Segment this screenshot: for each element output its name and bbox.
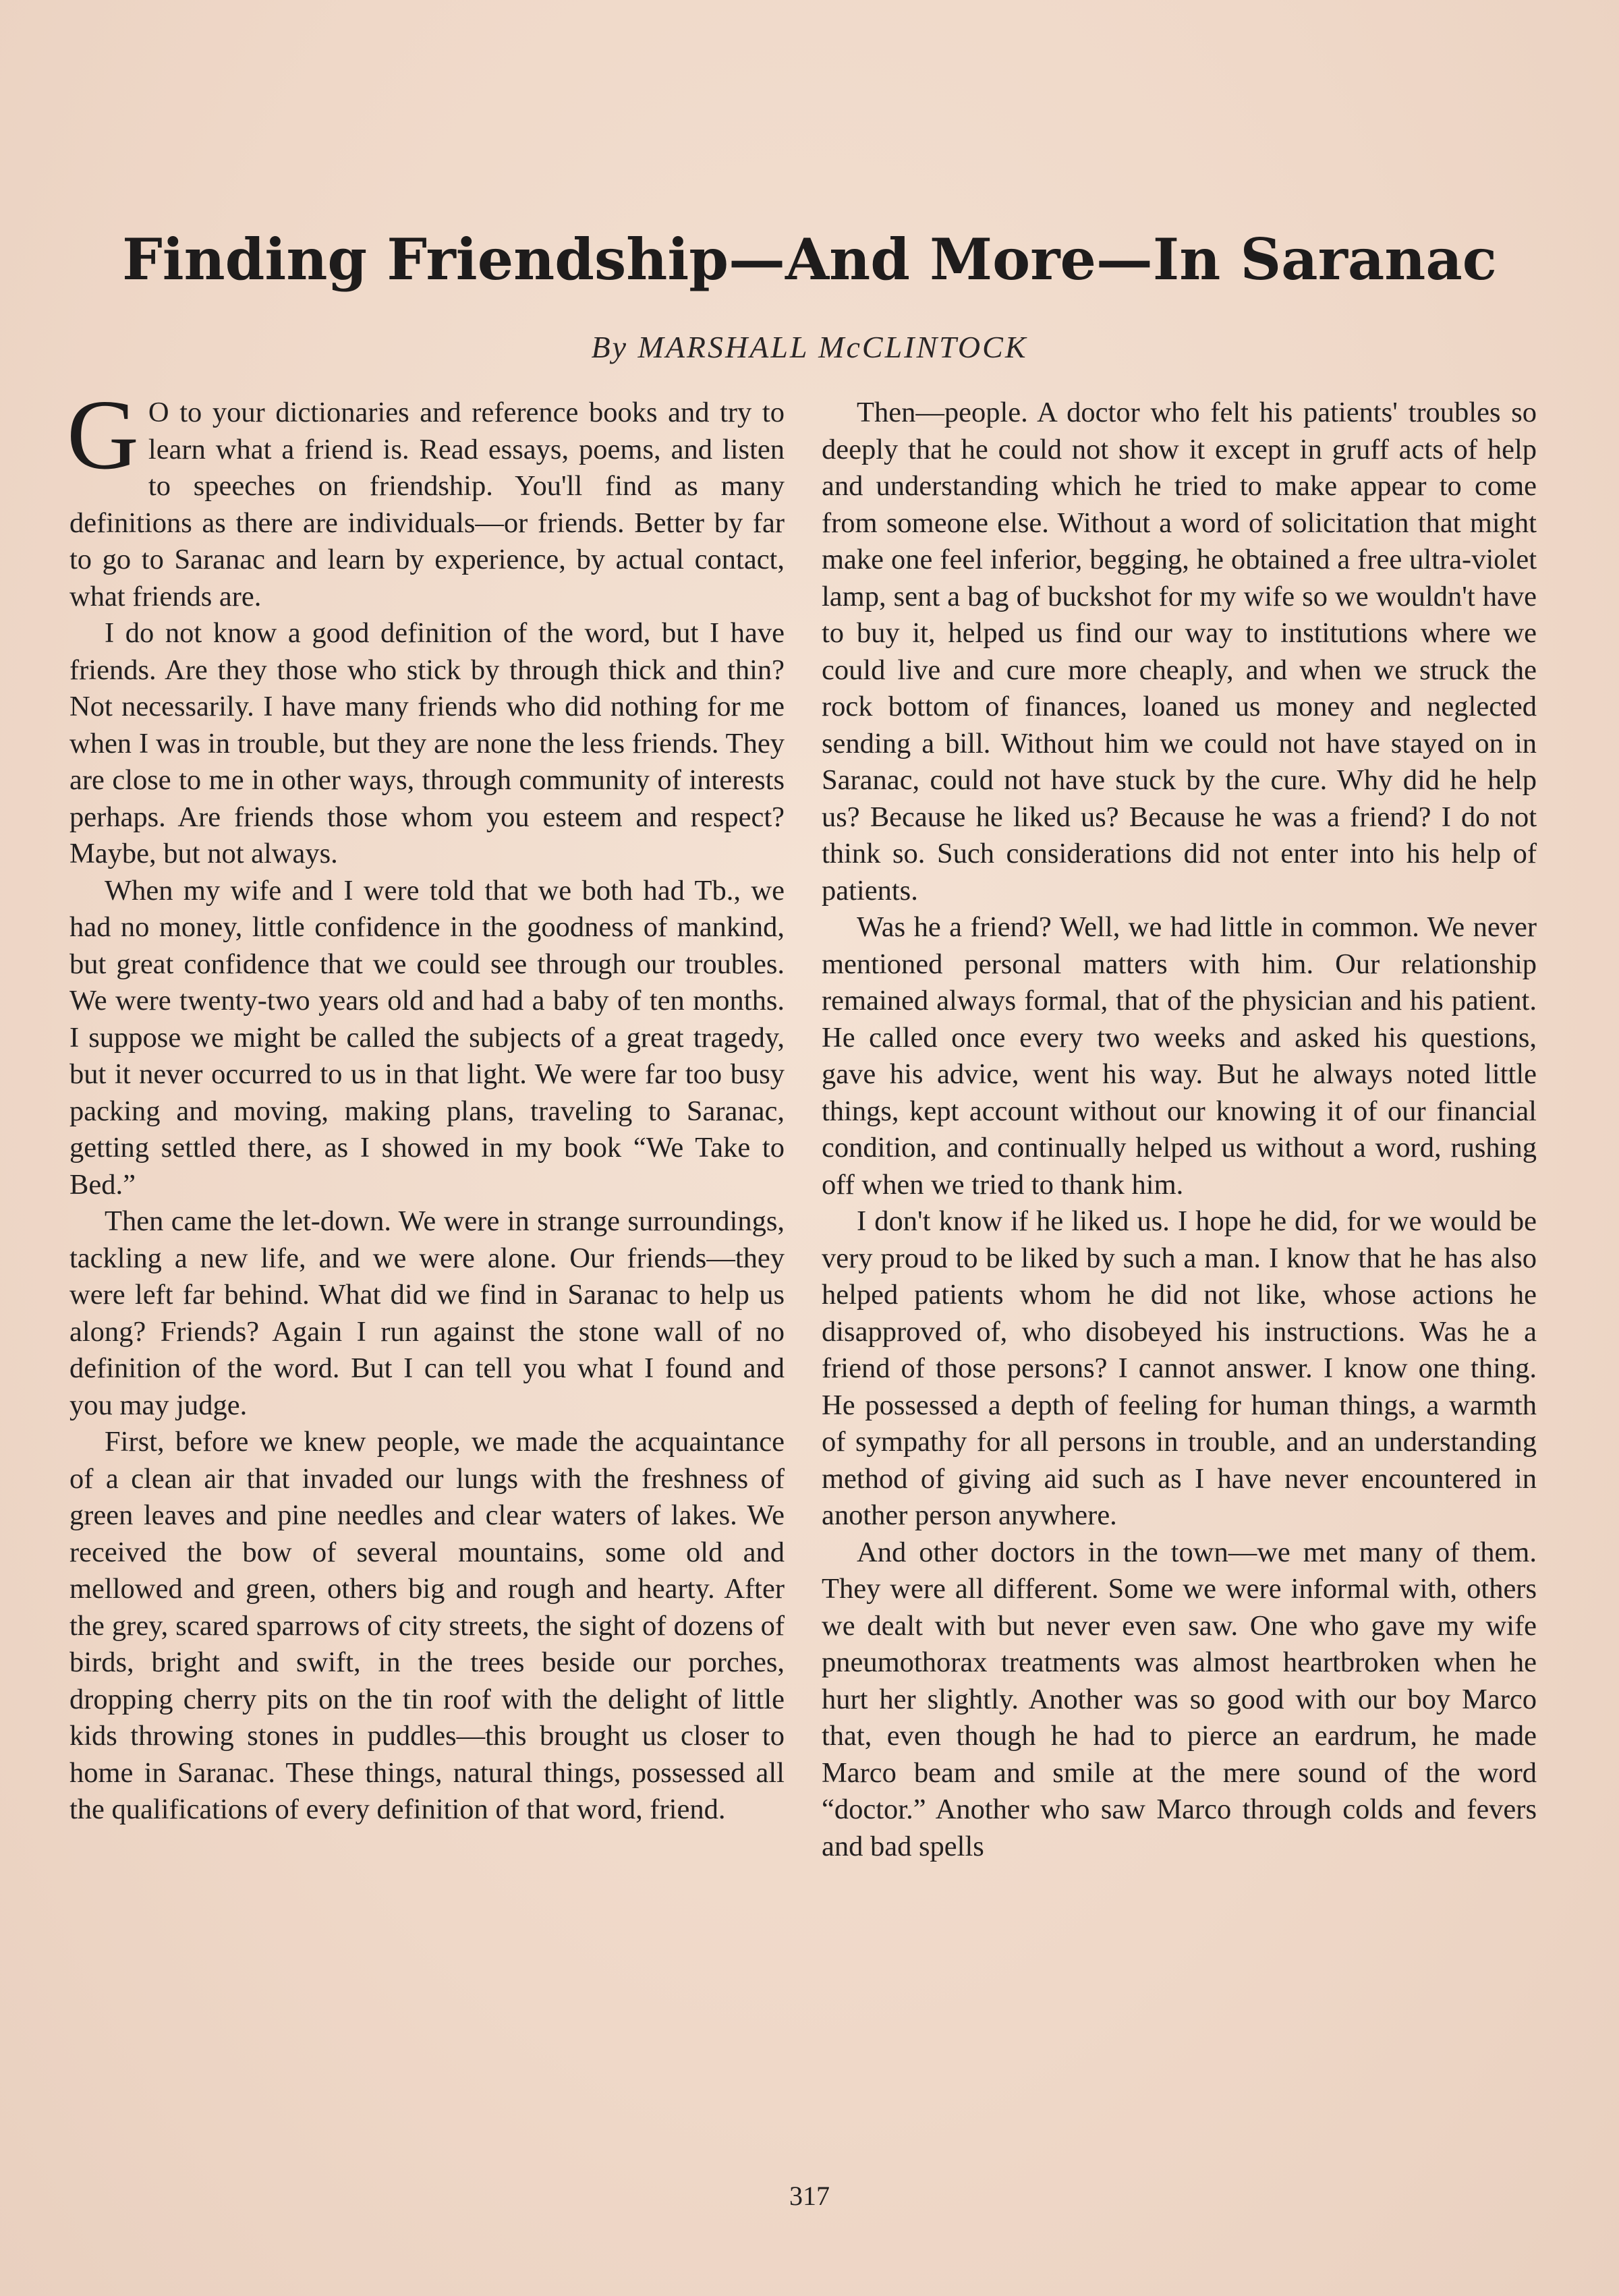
paragraph: I don't know if he liked us. I hope he did, for we would be very proud to be liked by such a man. I know that he has also helped patients whom he did not like, whose actions he disapproved of, who disobeyed his instructions. Was he a friend of those persons? I cannot answer. I know one thing. He possessed a depth of feeling for human things, a warmth of sympathy for all persons in trouble, and an understanding method of giving aid such as I have never encountered in another person anywhere. — [822, 1205, 1537, 1531]
left-column — [67, 380, 785, 1829]
paragraph: Was he a friend? Well, we had little in common. We never mentioned personal matters with him. Our relationship remained always formal, that of the physician and his patient. He called once every two weeks and asked his questions, gave his advice, went his way. But he always noted little things, kept account without our knowing it of our financial condition, and continually helped us without a word, rushing off when we tried to thank him. — [822, 911, 1537, 1201]
paragraph: Then came the let-down. We were in strange surroundings, tackling a new life, and we were alone. Our friends—they were left far behind. What did we find in Saranac to help us along? Friends? Again I run against the stone wall of no definition of the word. But I can tell you what I found and you may judge. — [69, 1205, 785, 1421]
drop-cap: G — [67, 380, 139, 490]
article-title: Finding Friendship—And More—In Saranac — [122, 226, 1497, 293]
paragraph — [67, 380, 785, 615]
paragraph-text: O to your dictionaries and reference books and try to learn what a friend is. Read essays, poems, and listen to speeches on friendship. You'll find as many definitions as there are individuals—or friends. Better by far to go to Saranac and learn by experience, by actual contact, what friends are. — [69, 397, 785, 612]
paragraph: I do not know a good definition of the word, but I have friends. Are they those who stick by through thick and thin? Not necessarily. I have many friends who did nothing for me when I was in trouble, but they are none the less friends. They are close to me in other ways, through community of interests perhaps. Are friends those whom you esteem and respect? Maybe, but not always. — [69, 617, 785, 869]
paragraph: First, before we knew people, we made the acquaintance of a clean air that invaded our lungs with the freshness of green leaves and pine needles and clear waters of lakes. We received the bow of several mountains, some old and mellowed and green, others big and rough and hearty. After the grey, scared sparrows of city streets, the sight of dozens of birds, bright and swift, in the trees beside our porches, dropping cherry pits on the tin roof with the delight of little kids throwing stones in puddles—this brought us closer to home in Saranac. These things, natural things, possessed all the qualifications of every definition of that word, friend. — [69, 1426, 785, 1825]
paragraph: Then—people. A doctor who felt his patients' troubles so deeply that he could not show it except in gruff acts of help and understanding which he tried to make appear to come from someone else. Without a word of solicitation that might make one feel inferior, begging, he obtained a free ultra-violet lamp, sent a bag of buckshot for my wife so we wouldn't have to buy it, helped us find our way to institutions where we could live and cure more cheaply, and when we struck the rock bottom of finances, loaned us money and neglected sending a bill. Without him we could not have stayed on in Saranac, could not have stuck by the cure. Why did he help us? Because he liked us? Because he was a friend? I do not think so. Such considerations did not enter into his help of patients. — [822, 397, 1537, 907]
article-byline: By MARSHALL McCLINTOCK — [591, 330, 1028, 364]
right-column — [822, 395, 1537, 1865]
paragraph: And other doctors in the town—we met many of them. They were all different. Some we were informal with, others we dealt with but never even saw. One who gave my wife pneumothorax treatments was almost heartbroken when he hurt her slightly. Another was so good with our boy Marco that, even though he had to pierce an eardrum, he made Marco beam and smile at the mere sound of the word “doctor.” Another who saw Marco through colds and fevers and bad spells — [822, 1536, 1537, 1862]
page-number: 317 — [789, 2181, 830, 2211]
paragraph: When my wife and I were told that we both had Tb., we had no money, little confidence in the goodness of mankind, but great confidence that we could see through our troubles. We were twenty-two years old and had a baby of ten months. I suppose we might be called the subjects of a great tragedy, but it never occurred to us in that light. We were far too busy packing and moving, making plans, traveling to Saranac, getting settled there, as I showed in my book “We Take to Bed.” — [69, 874, 785, 1201]
